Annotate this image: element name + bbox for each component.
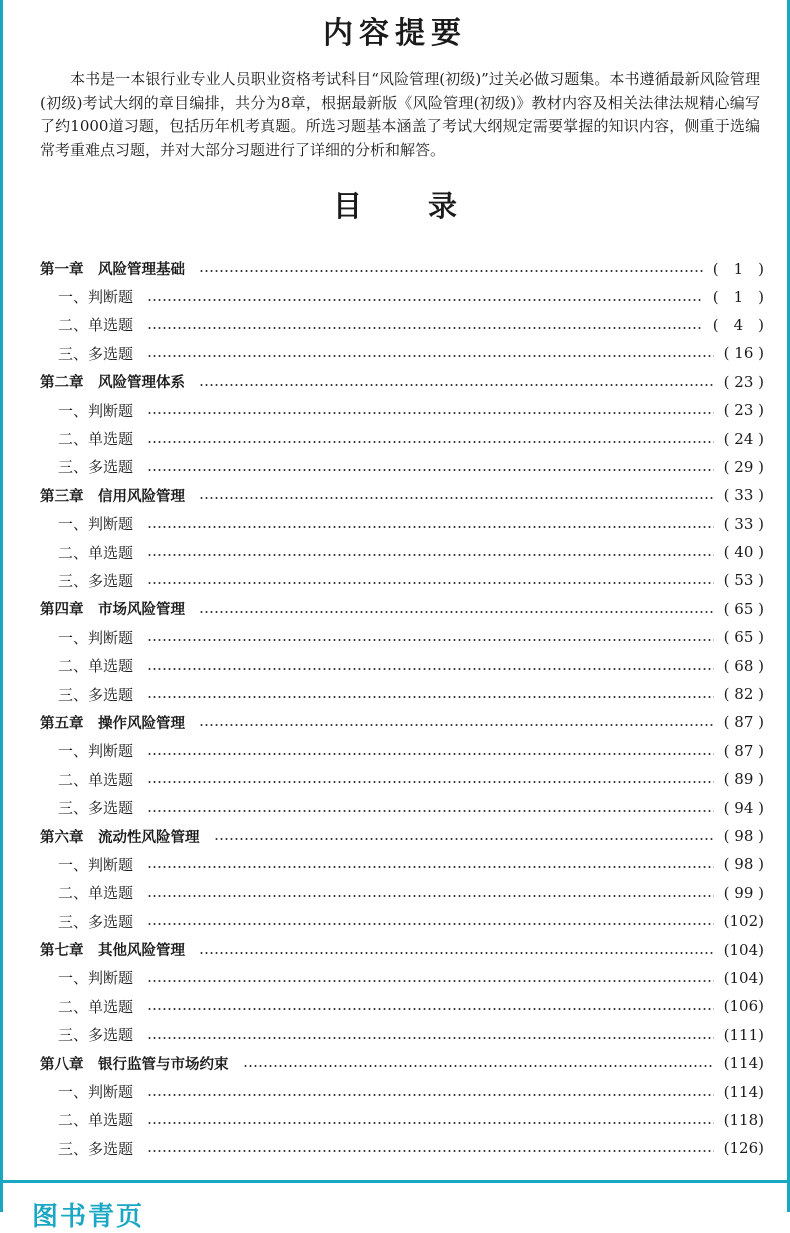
toc-page-number: ( 94 )	[723, 798, 764, 817]
dot-leader	[147, 441, 714, 443]
toc-entry-label: 二、单选题	[58, 316, 134, 335]
toc-entry-label: 三、多选题	[58, 458, 134, 477]
toc-chapter-row[interactable]	[40, 708, 764, 736]
toc-entry-label: 一、判断题	[58, 1083, 134, 1102]
toc-entry-label: 一、判断题	[58, 628, 134, 647]
toc-section-row[interactable]	[40, 737, 764, 765]
toc-entry-label: 第六章 流动性风险管理	[40, 829, 200, 846]
toc-entry-label: 二、单选题	[58, 657, 134, 676]
toc-section-row[interactable]	[40, 1021, 764, 1049]
toc-page-number: ( 87 )	[723, 741, 764, 760]
dot-leader	[147, 639, 714, 641]
toc-entry-label: 二、单选题	[58, 1111, 134, 1130]
toc-page-number: (118)	[723, 1110, 764, 1129]
dot-leader	[147, 1122, 714, 1124]
dot-leader	[147, 1008, 714, 1010]
toc-chapter-row[interactable]	[40, 254, 764, 282]
toc-page-number: ( 89 )	[723, 770, 764, 789]
toc-page-number: ( 53 )	[723, 571, 764, 590]
toc-chapter-row[interactable]	[40, 935, 764, 963]
dot-leader	[147, 355, 714, 357]
toc-chapter-row[interactable]	[40, 1049, 764, 1077]
toc-entry-label: 三、多选题	[58, 344, 134, 363]
toc-page-number: (114)	[723, 1082, 764, 1101]
toc-section-row[interactable]	[40, 964, 764, 992]
toc-section-row[interactable]	[40, 680, 764, 708]
dot-leader	[147, 895, 714, 897]
toc-entry-label: 二、单选题	[58, 770, 134, 789]
dot-leader	[199, 497, 714, 499]
toc-section-row[interactable]	[40, 1077, 764, 1105]
toc-section-row[interactable]	[40, 339, 764, 367]
toc-chapter-row[interactable]	[40, 595, 764, 623]
dot-leader	[147, 923, 714, 925]
dot-leader	[147, 526, 714, 528]
dot-leader	[147, 781, 714, 783]
toc-entry-label: 第五章 操作风险管理	[40, 715, 185, 732]
toc-entry-label: 第二章 风险管理体系	[40, 375, 185, 392]
dot-leader	[214, 838, 714, 840]
dot-leader	[147, 668, 714, 670]
toc-entry-label: 三、多选题	[58, 685, 134, 704]
toc-entry-label: 二、单选题	[58, 997, 134, 1016]
toc-page-number: (106)	[723, 997, 764, 1016]
footer-heading: 图书青页	[32, 1202, 145, 1232]
toc-section-row[interactable]	[40, 623, 764, 651]
frame-bottom-divider	[0, 1180, 790, 1183]
toc-entry-label: 三、多选题	[58, 1139, 134, 1158]
toc-section-row[interactable]	[40, 538, 764, 566]
toc-page-number: ( 1 )	[712, 288, 764, 307]
toc-entry-label: 第一章 风险管理基础	[40, 261, 185, 278]
dot-leader	[147, 980, 714, 982]
toc-page-number: (102)	[723, 912, 764, 931]
toc-page-number: ( 82 )	[723, 685, 764, 704]
toc-page-number: ( 33 )	[723, 514, 764, 533]
toc-entry-label: 一、判断题	[58, 288, 134, 307]
toc-entry-label: 三、多选题	[58, 571, 134, 590]
toc-section-row[interactable]	[40, 424, 764, 452]
dot-leader	[147, 810, 714, 812]
dot-leader	[147, 299, 703, 301]
toc-page-number: ( 23 )	[723, 372, 764, 391]
toc-entry-label: 二、单选题	[58, 543, 134, 562]
toc-page-number: (126)	[723, 1139, 764, 1158]
dot-leader	[147, 753, 714, 755]
toc-section-row[interactable]	[40, 850, 764, 878]
dot-leader	[147, 554, 714, 556]
toc-page-number: (104)	[723, 940, 764, 959]
toc-page-number: (114)	[723, 1054, 764, 1073]
toc-section-row[interactable]	[40, 651, 764, 679]
toc-page-number: ( 40 )	[723, 543, 764, 562]
dot-leader	[147, 696, 714, 698]
toc-entry-label: 第三章 信用风险管理	[40, 488, 185, 505]
toc-entry-label: 第七章 其他风险管理	[40, 943, 185, 960]
toc-entry-label: 三、多选题	[58, 799, 134, 818]
toc-page-number: (111)	[723, 1025, 764, 1044]
dot-leader	[147, 582, 714, 584]
toc-page-number: ( 68 )	[723, 656, 764, 675]
toc-section-row[interactable]	[40, 992, 764, 1020]
toc-page-number: ( 24 )	[723, 429, 764, 448]
frame-left-border	[0, 0, 3, 1212]
toc-page-number: (104)	[723, 968, 764, 987]
toc-entry-label: 三、多选题	[58, 912, 134, 931]
dot-leader	[199, 724, 714, 726]
toc-section-row[interactable]	[40, 282, 764, 310]
toc-entry-label: 一、判断题	[58, 515, 134, 534]
dot-leader	[147, 1094, 714, 1096]
dot-leader	[199, 270, 703, 272]
toc-section-row[interactable]	[40, 907, 764, 935]
toc-section-row[interactable]	[40, 453, 764, 481]
dot-leader	[147, 327, 703, 329]
toc-chapter-row[interactable]	[40, 368, 764, 396]
toc-entry-label: 一、判断题	[58, 855, 134, 874]
toc-entry-label: 三、多选题	[58, 1026, 134, 1045]
dot-leader	[199, 952, 714, 954]
dot-leader	[199, 384, 714, 386]
toc-page-number: ( 98 )	[723, 855, 764, 874]
toc-chapter-row[interactable]	[40, 481, 764, 509]
toc-section-row[interactable]	[40, 311, 764, 339]
dot-leader	[147, 866, 714, 868]
toc-section-row[interactable]	[40, 793, 764, 821]
toc-entry-label: 二、单选题	[58, 884, 134, 903]
toc-section-row[interactable]	[40, 1134, 764, 1162]
toc-section-row[interactable]	[40, 396, 764, 424]
toc-entry-label: 一、判断题	[58, 742, 134, 761]
toc-page-number: ( 33 )	[723, 486, 764, 505]
dot-leader	[147, 1150, 714, 1152]
toc-chapter-row[interactable]	[40, 822, 764, 850]
toc-page-number: ( 99 )	[723, 883, 764, 902]
toc-section-row[interactable]	[40, 1106, 764, 1134]
toc-section-row[interactable]	[40, 510, 764, 538]
toc-page-number: ( 23 )	[723, 401, 764, 420]
toc-section-row[interactable]	[40, 566, 764, 594]
dot-leader	[199, 611, 714, 613]
toc-entry-label: 二、单选题	[58, 430, 134, 449]
summary-title: 内容提要	[323, 16, 467, 51]
toc-page-number: ( 98 )	[723, 827, 764, 845]
toc-page-number: ( 4 )	[712, 316, 764, 335]
table-of-contents	[40, 254, 764, 1163]
toc-page-number: ( 1 )	[712, 259, 764, 278]
dot-leader	[243, 1065, 714, 1067]
toc-entry-label: 一、判断题	[58, 969, 134, 988]
summary-paragraph: 本书是一本银行业专业人员职业资格考试科目“风险管理(初级)”过关必做习题集。本书遵循最新风险管理(初级)考试大纲的章目编排，共分为8章，根据最新版《风险管理(初级)》教材内容及相关法律法规精心编写了约1000道习题，包括历年机考真题。所选习题基本涵盖了考试大纲规定需要掌握的知识内容，侧重于选编常考重难点习题，并对大部分习题进行了详细的分析和解答。	[40, 70, 760, 159]
toc-page-number: ( 87 )	[723, 713, 764, 732]
toc-page-number: ( 16 )	[723, 344, 764, 363]
toc-page-number: ( 65 )	[723, 628, 764, 647]
toc-entry-label: 第八章 银行监管与市场约束	[40, 1056, 229, 1073]
toc-title: 目 录	[332, 189, 486, 223]
dot-leader	[147, 1037, 714, 1039]
dot-leader	[147, 469, 714, 471]
toc-section-row[interactable]	[40, 879, 764, 907]
toc-entry-label: 第四章 市场风险管理	[40, 602, 185, 619]
dot-leader	[147, 412, 714, 414]
toc-section-row[interactable]	[40, 765, 764, 793]
toc-page-number: ( 29 )	[723, 457, 764, 476]
toc-page-number: ( 65 )	[723, 599, 764, 618]
toc-entry-label: 一、判断题	[58, 401, 134, 420]
